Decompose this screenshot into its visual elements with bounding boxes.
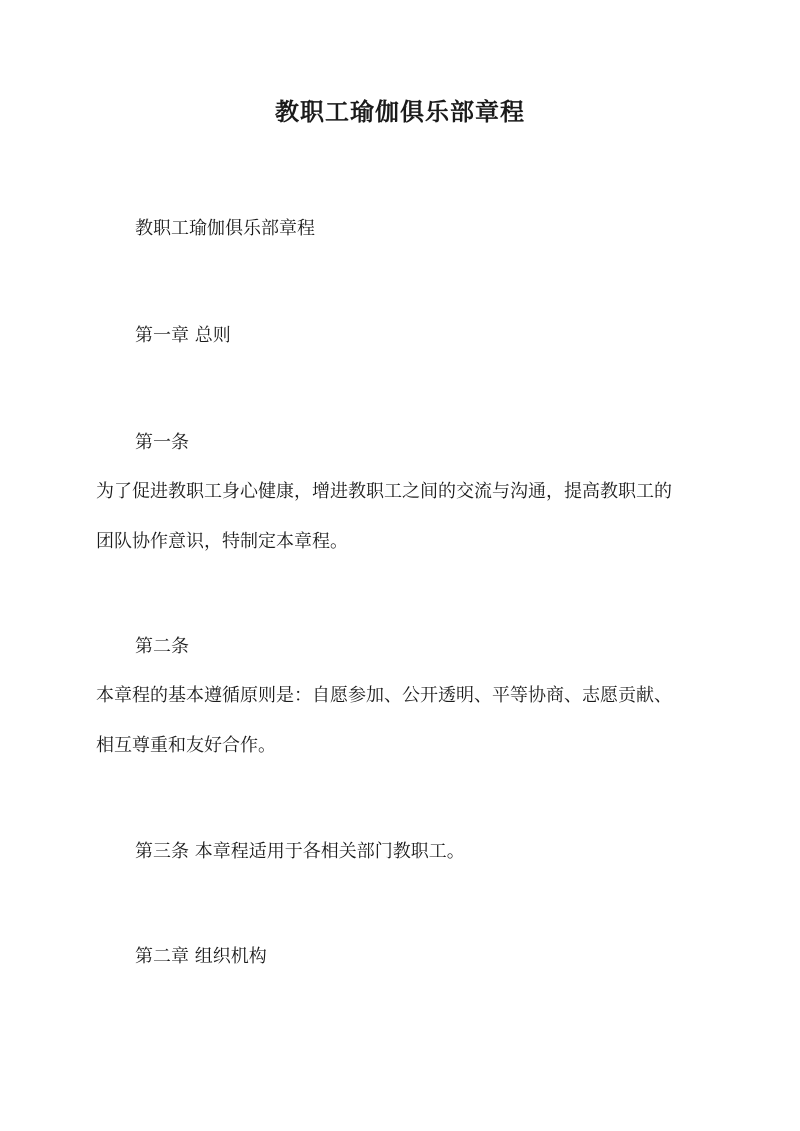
article-2-text-line-2: 相互尊重和友好合作。 [96,735,276,756]
article-3-text: 第三条 本章程适用于各相关部门教职工。 [135,841,465,862]
document-subtitle: 教职工瑜伽俱乐部章程 [135,218,315,239]
chapter-1-heading: 第一章 总则 [135,325,231,346]
article-2-text-line-1: 本章程的基本遵循原则是：自愿参加、公开透明、平等协商、志愿贡献、 [96,685,672,706]
article-1-text-line-2: 团队协作意识，特制定本章程。 [96,531,348,552]
document-title: 教职工瑜伽俱乐部章程 [275,97,525,126]
article-1-text-line-1: 为了促进教职工身心健康，增进教职工之间的交流与沟通，提高教职工的 [96,481,672,502]
chapter-2-heading: 第二章 组织机构 [135,946,267,967]
article-1-heading: 第一条 [135,432,189,453]
article-2-heading: 第二条 [135,636,189,657]
